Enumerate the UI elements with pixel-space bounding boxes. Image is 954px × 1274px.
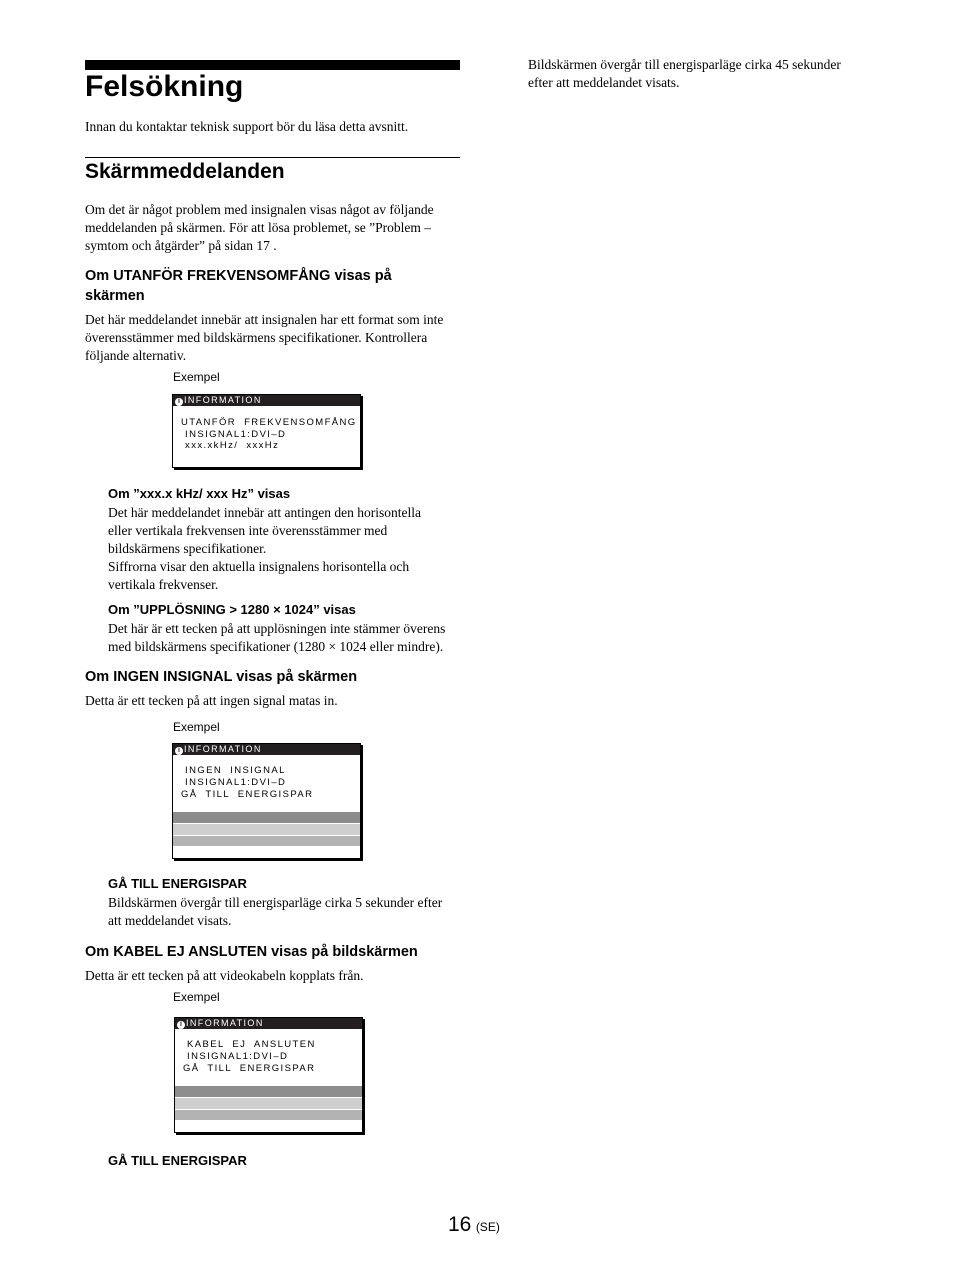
- osd-line: INSIGNAL1:DVI–D: [181, 429, 287, 440]
- example-label: Exempel: [173, 370, 220, 384]
- page-title: Felsökning: [85, 70, 244, 103]
- sub2-body: Detta är ett tecken på att ingen signal matas in.: [85, 693, 338, 708]
- page-number: 16 (SE): [448, 1213, 500, 1236]
- osd-line: KABEL EJ ANSLUTEN: [183, 1039, 316, 1050]
- item-energy-body: Bildskärmen övergår till energisparläge cirka 5 sekunder efter att meddelandet visats.: [108, 895, 443, 928]
- example-label: Exempel: [173, 720, 220, 734]
- info-icon: i: [175, 747, 183, 755]
- item-frequency-body: Det här meddelandet innebär att antingen den horisontella eller vertikala frekvensen inte överensstämmer med bildskärmens specifikationer. Siffrorna visar den aktuella insignalens horisontella och vertikala frekvenser.: [108, 505, 422, 592]
- section-title: Skärmmeddelanden: [85, 160, 285, 183]
- intro-text: Innan du kontaktar teknisk support bör du läsa detta avsnitt.: [85, 119, 409, 134]
- example-label: Exempel: [173, 990, 220, 1004]
- osd-header: i INFORMATION: [173, 744, 360, 755]
- section-rule: [85, 157, 460, 158]
- sub2-heading: Om INGEN INSIGNAL visas på skärmen: [85, 669, 358, 685]
- osd-header: i INFORMATION: [173, 395, 360, 406]
- item-resolution-body: Det här är ett tecken på att upplösningen inte stämmer överens med bildskärmens specifikationer (1280 × 1024 eller mindre).: [108, 621, 446, 654]
- osd-line: GÅ TILL ENERGISPAR: [181, 789, 314, 800]
- item-frequency-heading: Om ”xxx.x kHz/ xxx Hz” visas: [108, 486, 291, 501]
- section-intro: Om det är något problem med insignalen visas något av följande meddelanden på skärmen. För att lösa problemet, se ”Problem – symtom och åtgärder” på sidan 17 .: [85, 202, 434, 253]
- osd-line: INSIGNAL1:DVI–D: [183, 1051, 289, 1062]
- osd-out-of-range: [172, 394, 361, 468]
- info-icon: i: [175, 398, 183, 406]
- sub1-body: Det här meddelandet innebär att insignalen har ett format som inte överensstämmer med bildskärmens specifikationer. Kontrollera följande alternativ.: [85, 312, 444, 363]
- osd-line: GÅ TILL ENERGISPAR: [183, 1063, 316, 1074]
- menu-band: [175, 1098, 362, 1109]
- osd-cable-disconnected: [174, 1017, 363, 1133]
- right-column-text: Bildskärmen övergår till energisparläge cirka 45 sekunder efter att meddelandet visats.: [528, 57, 841, 90]
- item-resolution-heading: Om ”UPPLÖSNING > 1280 × 1024” visas: [108, 602, 356, 617]
- sub3-body: Detta är ett tecken på att videokabeln kopplats från.: [85, 968, 364, 983]
- menu-band: [173, 836, 360, 846]
- item-energy-heading-2: GÅ TILL ENERGISPAR: [108, 1153, 247, 1168]
- osd-header: i INFORMATION: [175, 1018, 362, 1029]
- menu-band: [173, 824, 360, 835]
- osd-line: INSIGNAL1:DVI–D: [181, 777, 287, 788]
- osd-no-signal: [172, 743, 361, 859]
- title-bar: [85, 60, 460, 70]
- menu-band: [173, 812, 360, 823]
- menu-band: [175, 1110, 362, 1120]
- sub1-heading: Om UTANFÖR FREKVENSOMFÅNG visas på skärmen: [85, 268, 392, 304]
- sub3-heading: Om KABEL EJ ANSLUTEN visas på bildskärmen: [85, 944, 418, 960]
- osd-line: UTANFÖR FREKVENSOMFÅNG: [181, 417, 357, 428]
- menu-band: [175, 1086, 362, 1097]
- item-energy-heading: GÅ TILL ENERGISPAR: [108, 876, 247, 891]
- osd-line: xxx.xkHz/ xxxHz: [181, 440, 280, 451]
- osd-line: INGEN INSIGNAL: [181, 765, 286, 776]
- info-icon: i: [177, 1021, 185, 1029]
